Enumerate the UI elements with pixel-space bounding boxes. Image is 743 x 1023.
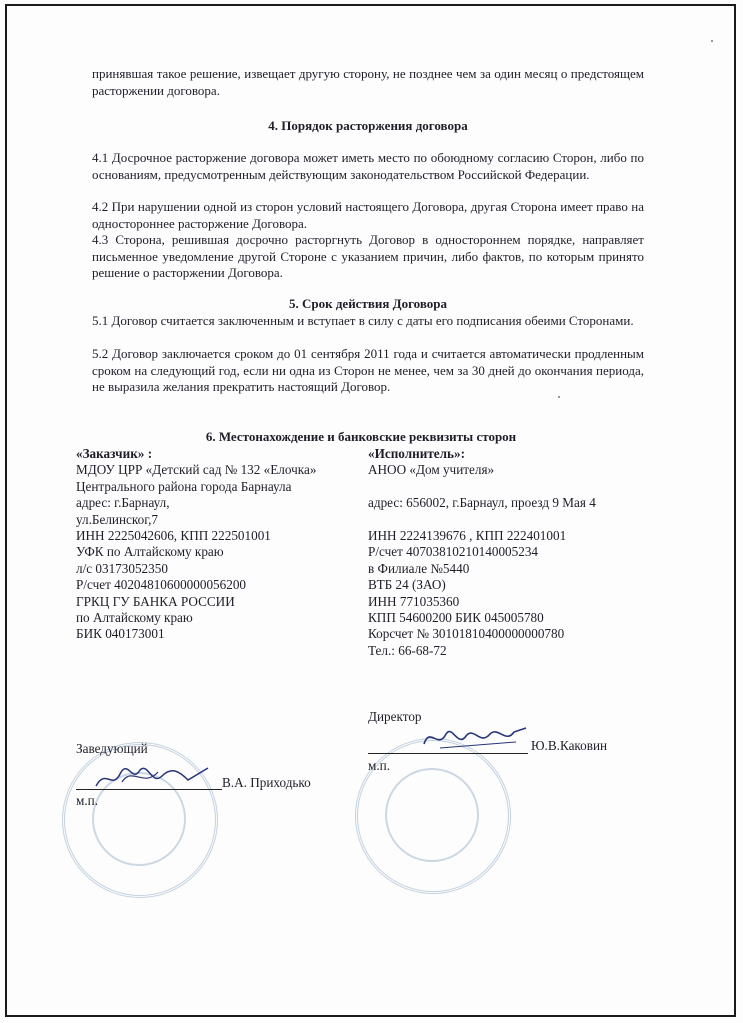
customer-line: УФК по Алтайскому краю — [76, 544, 224, 560]
customer-line: БИК 040173001 — [76, 626, 165, 642]
customer-heading: «Заказчик» : — [76, 446, 153, 461]
customer-signature — [92, 760, 212, 794]
section-4-paragraph-2: 4.2 При нарушении одной из сторон условий настоящего Договора, другая Сторона имеет право на одностороннее расторжение Договора. — [92, 199, 644, 231]
section-6-title: 6. Местонахождение и банковские реквизиты сторон — [205, 429, 517, 444]
customer-line: по Алтайскому краю — [76, 610, 193, 626]
executor-line: адрес: 656002, г.Барнаул, проезд 9 Мая 4 — [368, 495, 596, 511]
customer-signer-name: В.А. Приходько — [222, 775, 311, 790]
section-5-paragraph-2: 5.2 Договор заключается сроком до 01 сентября 2011 года и считается автоматически продленным сроком на следующий год, если ни одна из Сторон не менее, чем за 30 дней до окончания периода, не выразила желания прекратить настоящий Договор. — [92, 346, 644, 394]
executor-stamp-inner — [385, 768, 479, 862]
executor-line: КПП 54600200 БИК 045005780 — [368, 610, 544, 626]
customer-line: Р/счет 40204810600000056200 — [76, 577, 247, 593]
section-4-paragraph-3: 4.3 Сторона, решившая досрочно расторгнуть Договор в одностороннем порядке, направляет письменное уведомление другой Стороне с указанием причин, либо фактов, по которым принято решение о расторжении Договора. — [92, 232, 644, 280]
executor-line: Корсчет № 30101810400000000780 — [368, 626, 565, 642]
section-4-paragraph-1: 4.1 Досрочное расторжение договора может иметь место по обоюдному согласию Сторон, либо по основаниям, предусмотренным действующим законодательством Российской Федерации. — [92, 150, 644, 182]
customer-details — [76, 446, 346, 643]
executor-line — [368, 512, 668, 528]
customer-stamp-label: м.п. — [76, 793, 98, 808]
customer-line: ГРКЦ ГУ БАНКА РОССИИ — [76, 593, 235, 609]
executor-signature — [420, 722, 530, 754]
section-5-paragraph-1: 5.1 Договор считается заключенным и вступает в силу с даты его подписания обеими Сторонами. — [92, 313, 634, 328]
customer-line: ИНН 2225042606, КПП 222501001 — [76, 528, 271, 544]
executor-line: ИНН 2224139676 , КПП 222401001 — [368, 528, 567, 543]
scan-speck — [711, 40, 713, 42]
executor-line: Тел.: 66-68-72 — [368, 642, 447, 658]
executor-line: в Филиале №5440 — [368, 560, 470, 576]
customer-line: адрес: г.Барнаул, — [76, 495, 170, 511]
section-5-title: 5. Срок действия Договора — [288, 296, 447, 311]
intro-paragraph: принявшая такое решение, извещает другую сторону, не позднее чем за один месяц о предстоящем расторжении договора. — [92, 66, 644, 98]
executor-line: ВТБ 24 (ЗАО) — [368, 577, 446, 593]
customer-line: ул.Белинског,7 — [76, 511, 159, 527]
customer-line: Центрального района города Барнаула — [76, 478, 292, 494]
executor-line — [368, 479, 668, 495]
executor-signer-name: Ю.В.Каковин — [531, 738, 608, 753]
customer-position: Заведующий — [76, 741, 148, 756]
executor-stamp-label: м.п. — [368, 758, 390, 773]
executor-details — [368, 446, 668, 659]
executor-heading: «Исполнитель»: — [368, 446, 466, 461]
executor-line: Р/счет 40703810210140005234 — [368, 544, 539, 560]
executor-line: АНОО «Дом учителя» — [368, 462, 495, 478]
scan-speck — [558, 396, 560, 398]
section-4-title: 4. Порядок расторжения договора — [268, 118, 468, 133]
executor-line: ИНН 771035360 — [368, 593, 460, 609]
executor-position: Директор — [368, 709, 422, 724]
customer-line: МДОУ ЦРР «Детский сад № 132 «Елочка» — [76, 462, 317, 478]
customer-line: л/с 03173052350 — [76, 560, 168, 576]
